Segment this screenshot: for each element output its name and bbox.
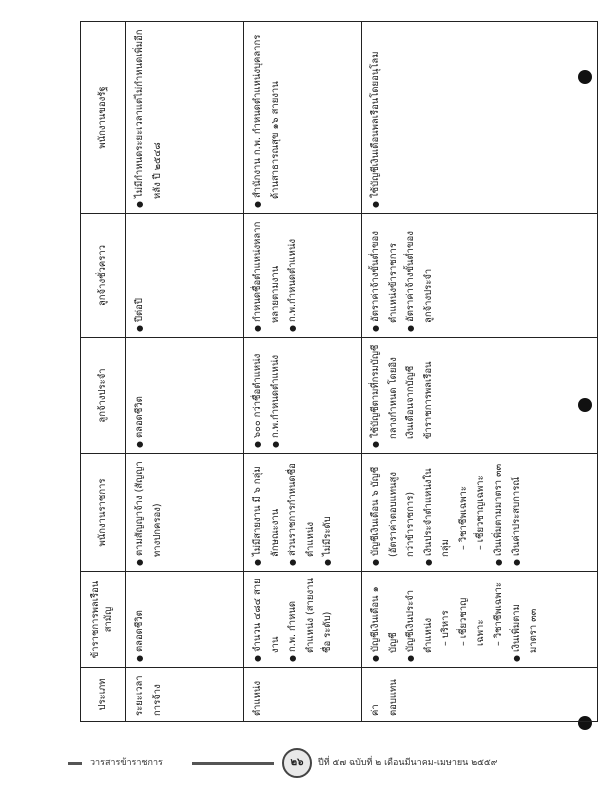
bullet-item: ● ใช้บัญชีตามที่กรมบัญชีกลางกำหนด โดยอิงเงินเดือนจากบัญชีข้าราชการพลเรือน <box>367 343 437 448</box>
row-label <box>244 668 362 722</box>
journal-name: วารสารข้าราชการ <box>90 758 163 768</box>
bullet-item: ● ส่วนราชการกำหนดชื่อตำแหน่ง <box>284 459 319 566</box>
dash-item: – บริหาร <box>437 577 455 662</box>
bullet-item: ● ปีต่อปี <box>131 219 149 332</box>
cell-gov-compensation <box>362 454 598 572</box>
rotated-table-container <box>80 22 598 722</box>
page-footer <box>68 752 568 774</box>
bullet-item: ● อัตราค่าจ้างขั้นต่ำของลูกจ้างประจำ <box>402 219 437 332</box>
dash-item: – เชี่ยวชาญเฉพาะ <box>455 577 490 662</box>
cell-temporary-compensation <box>362 214 598 338</box>
cell-permanent-position <box>244 338 362 454</box>
header-temporary-employee: ลูกจ้างชั่วคราว <box>81 214 126 338</box>
bullet-item: ● เงินเพิ่มตามมาตรา ๓๓ <box>508 577 543 662</box>
bullet-item: ● เงินค่าประสบการณ์ <box>508 459 526 566</box>
comparison-table <box>80 21 598 722</box>
page-number: ๒๖ <box>282 748 312 778</box>
cell-temporary-position <box>244 214 362 338</box>
dash-item: – วิชาชีพเฉพาะ <box>455 459 473 566</box>
cell-state-period <box>126 22 244 214</box>
header-permanent-employee: ลูกจ้างประจำ <box>81 338 126 454</box>
bullet-item: ● ไม่มีระดับ <box>319 459 337 566</box>
table-row-employment-period <box>126 22 244 722</box>
table-row-compensation <box>362 22 598 722</box>
header-type: ประเภท <box>81 668 126 722</box>
footer-rule-left <box>68 762 82 765</box>
row-label-text: ระยะเวลาการจ้าง <box>134 675 163 716</box>
cell-temporary-period <box>126 214 244 338</box>
cell-civil-compensation <box>362 572 598 668</box>
bullet-item: ● จำนวน ๔๘๔ สายงาน <box>249 577 284 662</box>
bullet-item: ● ตามสัญญาจ้าง (สัญญาทางปกครอง) <box>131 459 166 566</box>
cell-civil-period <box>126 572 244 668</box>
cell-gov-position <box>244 454 362 572</box>
row-label <box>362 668 598 722</box>
bullet-item: ● ก.พ.กำหนดตำแหน่ง <box>284 219 302 332</box>
bullet-item: ● บัญชีเงินประจำตำแหน่ง <box>402 577 437 662</box>
dash-item: – เชี่ยวชาญเฉพาะ <box>472 459 490 566</box>
bullet-item: ● ไม่มีสายงาน มี ๖ กลุ่มลักษณะงาน <box>249 459 284 566</box>
bullet-item: ● ไม่มีกำหนดระยะเวลาแต่ไม่กำหนดเพิ่มอีกหลัง ปี ๒๕๔๘ <box>131 27 166 208</box>
cell-state-position <box>244 22 362 214</box>
bullet-item: ● บัญชีเงินเดือน ๑ บัญชี <box>367 577 402 662</box>
row-label <box>126 668 244 722</box>
row-label-text: ค่าตอบแทน <box>370 679 399 716</box>
footer-rule-mid <box>192 762 274 765</box>
cell-state-compensation <box>362 22 598 214</box>
header-row <box>81 22 126 722</box>
header-government-employee: พนักงานราชการ <box>81 454 126 572</box>
cell-permanent-period <box>126 338 244 454</box>
table-row-position <box>244 22 362 722</box>
cell-gov-period <box>126 454 244 572</box>
bullet-item: ● อัตราค่าจ้างขั้นต่ำของตำแหน่งข้าราชการ <box>367 219 402 332</box>
header-civil-servant: ข้าราชการพลเรือนสามัญ <box>81 572 126 668</box>
row-label-text: ตำแหน่ง <box>252 680 263 716</box>
bullet-item: ● ๖๐๐ กว่าชื่อตำแหน่ง <box>249 343 267 448</box>
bullet-item: ● สำนักงาน ก.พ. กำหนดตำแหน่งบุคลากรด้านสาธารณสุข ๑๖ สายงาน <box>249 27 284 208</box>
bullet-item: ● บัญชีเงินเดือน ๖ บัญชี (อัตราค่าตอบแทนสูงกว่าข้าราชการ) <box>367 459 420 566</box>
bullet-item: ● เงินประจำตำแหน่งใน กลุ่ม <box>420 459 455 566</box>
bullet-item: ● ก.พ.กำหนดตำแหน่ง <box>267 343 285 448</box>
bullet-item: ● ก.พ. กำหนดตำแหน่ง (สายงาน ชื่อ ระดับ) <box>284 577 337 662</box>
cell-civil-position <box>244 572 362 668</box>
bullet-item: ● ตลอดชีวิต <box>131 343 149 448</box>
bullet-item: ● ใช้บัญชีเงินเดือนพลเรือนโดยอนุโลม <box>367 27 385 208</box>
header-state-employee: พนักงานของรัฐ <box>81 22 126 214</box>
cell-permanent-compensation <box>362 338 598 454</box>
bullet-item: ● ตลอดชีวิต <box>131 577 149 662</box>
bullet-item: ● เงินเพิ่มตามมาตรา ๓๓ <box>490 459 508 566</box>
issue-info: ปีที่ ๕๗ ฉบับที่ ๒ เดือนมีนาคม-เมษายน ๒๕๕๙ <box>318 758 498 768</box>
rotated-table <box>80 22 598 722</box>
dash-item: – วิชาชีพเฉพาะ <box>490 577 508 662</box>
bullet-item: ● กำหนดชื่อตำแหน่งหลากหลายตามงาน <box>249 219 284 332</box>
